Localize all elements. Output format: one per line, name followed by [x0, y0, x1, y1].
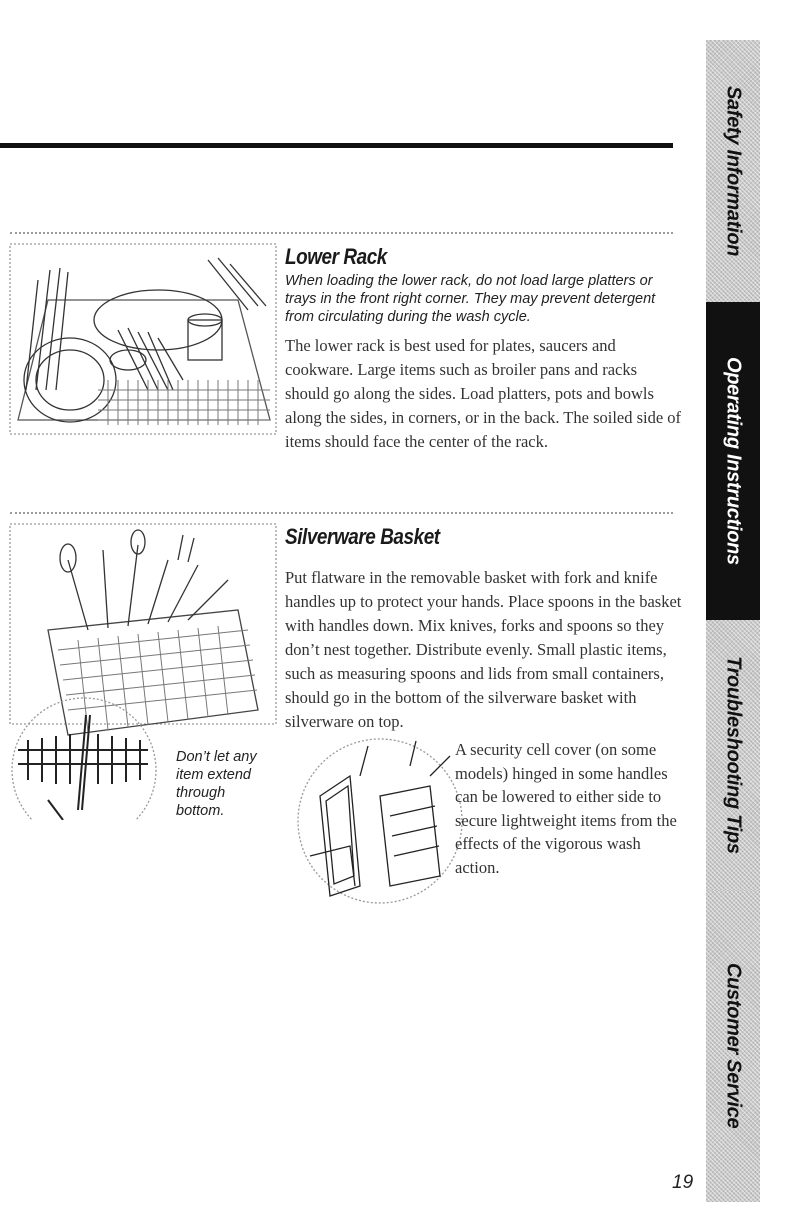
tab-troubleshooting-tips[interactable] — [706, 620, 760, 890]
tab-operating-instructions[interactable] — [706, 302, 760, 620]
tab-label: Customer Service — [722, 963, 745, 1129]
silverware-basket-body: Put flatware in the removable basket with fork and knife handles up to protect your hands. Place spoons in the basket with handles down. Mix knives, forks and spoons so they don’t nest together. Distribute evenly. Small plastic items, such as measuring spoons and lids from small containers, should go in the bottom of the silverware basket with silverware on top. — [285, 568, 682, 731]
tab-customer-service[interactable] — [706, 890, 760, 1202]
tab-label: Troubleshooting Tips — [722, 656, 745, 854]
silverware-basket-heading: Silverware Basket — [285, 524, 440, 549]
lower-rack-illustration — [8, 240, 280, 440]
security-cover-text: A security cell cover (on some models) hinged in some handles can be lowered to either side to secure lightweight items from the effects of the vigorous wash action. — [455, 740, 677, 877]
silverware-caption: Don’t let any item extend through bottom. — [176, 749, 257, 819]
tab-label: Safety Information — [722, 85, 745, 257]
tab-safety-information[interactable] — [706, 40, 760, 302]
header-rule — [0, 143, 673, 148]
section-divider-lower-rack — [10, 232, 673, 234]
page-number: 19 — [672, 1172, 694, 1193]
lower-rack-heading: Lower Rack — [285, 244, 387, 269]
lower-rack-body: The lower rack is best used for plates, saucers and cookware. Large items such as broiler pans and racks should go along the sides. Load platters, pots and bowls along the sides, in corners, or in the back. The soiled side of items should face the center of the rack. — [285, 336, 682, 451]
security-cover-illustration — [290, 736, 470, 906]
tab-label: Operating Instructions — [722, 357, 745, 565]
lower-rack-note: When loading the lower rack, do not load large platters or trays in the front right corner. They may prevent detergent from circulating during the wash cycle. — [285, 273, 656, 325]
section-divider-silverware — [10, 512, 673, 514]
